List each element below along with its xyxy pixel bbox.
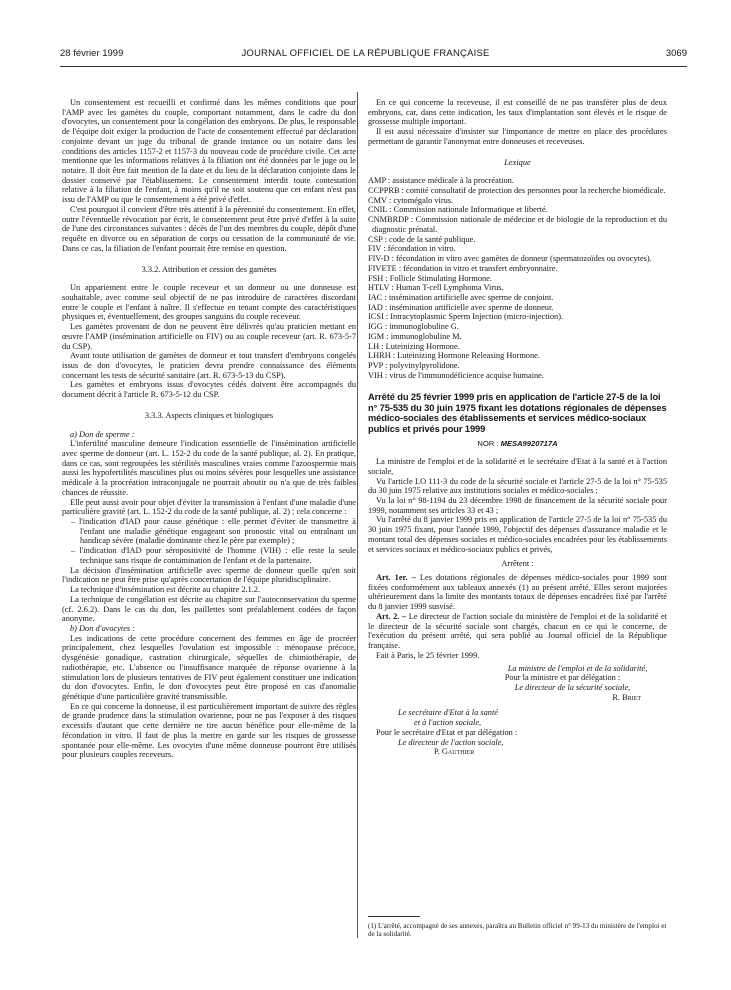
signature-line: Le secrétaire d'Etat à la santé — [398, 708, 498, 718]
lexique-item: IAC : insémination artificielle avec sperme de conjoint. — [368, 292, 554, 302]
subheading-don-sperme: a) Don de sperme : — [70, 429, 135, 439]
paragraph: Un appariement entre le couple receveur et un donneur ou une donneuse est souhaitable, avec comme seul objectif de ne pas introduire de caractères discordant entre le couple et l'enfant à naître. Il s'effectue en tenant compte des caractéristiques physiques et, éventuellement, des groupes sanguins du couple receveur. — [62, 283, 356, 322]
subheading-don-ovocytes: b) Don d'ovocytes : — [70, 623, 136, 633]
signature-line: Le directeur de la sécurité sociale, — [514, 682, 631, 692]
footnote-rule — [368, 916, 420, 917]
lexique-item: IAD : insémination artificielle avec sperme de donneur. — [368, 302, 554, 312]
lexique-item: CSP : code de la santé publique. — [368, 234, 476, 244]
lexique-list — [368, 176, 667, 380]
paragraph: Il est aussi nécessaire d'insister sur l'importance de mettre en place des procédures permettant de garantir l'anonymat entre donneuses et receveuses. — [368, 127, 667, 146]
paragraph: En ce qui concerne la donneuse, il est particulièrement important de suivre des règles de grande prudence dans la stimulation ovarienne, pour ne pas l'exposer à des risques excessifs d'autant que cette dernière ne tire aucun bénéfice pour elle-même de la fécondation in vitro. Il faut de plus la mettre en garde sur les risques de grossesse spontanée pour elle-même. Les ovocytes d'une même donneuse pourront être utilisés pour plusieurs couples receveurs. — [62, 701, 356, 760]
paragraph: L'infertilité masculine demeure l'indication essentielle de l'insémination artificielle avec sperme de donneur (art. L. 152-2 du code de la santé publique, al. 2). En pratique, dans ce cas, sont regroupées les stérilités masculines vraies comme l'azoospermie mais aussi les hypofertilités masculines plus ou moins sévères pour lesquelles une assistance médicale à la procréation intraconjugale ne pourrait aboutir ou n'a que de très faibles chances de réussite. — [62, 439, 356, 497]
paragraph: Les indications de cette procédure concernent des femmes en âge de procréer principalement, chez lesquelles l'ovulation est impossible : ménopause précoce, dysgénésie gonadique, castration chirurgicale, séquelles de chimiothérapie, de radiothérapie, etc. L'absence ou l'insuffisance marquée de réponse ovarienne à la stimulation lors de plusieurs tentatives de FIV peut également constituer une indication du don d'ovocytes. Enfin, le don d'ovocytes peut être proposé en cas d'anomalie génétique d'une particulière gravité transmissible. — [62, 633, 356, 701]
lexique-item: IGG : immunoglobuline G. — [368, 322, 459, 332]
header-page-number: 3069 — [665, 48, 687, 59]
paragraph: La décision d'insémination artificielle avec sperme de donneur quelle qu'en soit l'indication ne peut être prise qu'après concertation de l'équipe pluridisciplinaire. — [62, 565, 356, 585]
signature-name: P. Gauthier — [434, 747, 475, 757]
article-2-text: Le directeur de l'action sociale du ministère de l'emploi et de la solidarité et le directeur de la sécurité sociale sont chargés, chacun en ce qui le concerne, de l'exécution du présent arrêté, qui sera publié au Journal officiel de la République française. — [368, 611, 667, 651]
lexique-item: CNMBRDP : Commission nationale de médecine et de biologie de la reproduction et du diagnostic prénatal. — [368, 215, 667, 234]
paragraph: Avant toute utilisation de gamètes de donneur et tout transfert d'embryons congelés issus de don d'ovocytes, le praticien devra prendre connaissance des éléments concernant les tests de sécurité sanitaire (art. R. 673-5-13 du CSP). — [62, 351, 356, 380]
section-heading-333: 3.3.3. Aspects cliniques et biologiques — [144, 410, 274, 420]
article-1-text: Les dotations régionales de dépenses médico-sociales pour 1999 sont fixées conformément aux tableaux annexés (1) au présent arrêté. Elles seront majorées ultérieurement dans la limite des montants totaux de dépenses encadrées fixé par l'arrêté du 8 janvier 1999 susvisé. — [368, 573, 668, 612]
lexique-item: ICSI : Intracytoplasmic Sperm Injection (micro-injection). — [368, 312, 564, 322]
signature-block-1 — [368, 664, 667, 703]
right-column — [368, 98, 667, 757]
lexique-item: AMP : assistance médicale à la procréation. — [368, 176, 514, 186]
paragraph: C'est pourquoi il convient d'être très attentif à la pérennité du consentement. En effet, outre l'éventuelle révocation par écrit, le consentement peut être privé d'effet à la suite de l'une des circonstances suivantes : décès de l'un des membres du couple, dépôt d'une requête en divorce ou en séparation de corps ou cessation de la communauté de vie. Dans ce cas, la filiation de l'enfant pourrait être remise en question. — [62, 204, 356, 253]
signature-block-2 — [368, 708, 667, 757]
paragraph: Elle peut aussi avoir pour objet d'éviter la transmission à l'enfant d'une maladie d'une particulière gravité (art. L. 152-2 du code de la santé publique, al. 2) ; cela concerne : — [62, 497, 356, 517]
header-rule — [60, 66, 687, 67]
signature-name: R. Briet — [612, 692, 641, 702]
fait-a-paris: Fait à Paris, le 25 février 1999. — [376, 650, 480, 660]
left-column — [62, 98, 356, 760]
lexique-item: PVP : polyvinylpyrolidone. — [368, 360, 460, 370]
paragraph: Vu la loi n° 98-1194 du 23 décembre 1998 de financement de la sécurité sociale pour 1999, notamment ses articles 33 et 43 ; — [368, 496, 667, 515]
page-header — [0, 48, 731, 62]
article-2-label: Art. 2. – — [376, 611, 407, 621]
article-2 — [368, 612, 667, 651]
nor-reference — [368, 439, 667, 449]
lexique-item: VIH : virus de l'immunodéficience acquise humaine. — [368, 370, 544, 380]
header-journal-title: JOURNAL OFFICIEL DE LA RÉPUBLIQUE FRANÇAISE — [241, 48, 490, 59]
footnote: (1) L'arrêté, accompagné de ses annexes, paraîtra au Bulletin officiel n° 99-13 du ministère de l'emploi et de la solidarité. — [368, 922, 667, 939]
lexique-item: CNIL : Commission nationale Informatique et liberté. — [368, 205, 548, 215]
lexique-item: CCPPRB : comité consultatif de protection des personnes pour la recherche biomédicale. — [368, 186, 666, 196]
nor-label: NOR : — [477, 439, 499, 449]
paragraph: La technique d'insémination est décrite au chapitre 2.1.2. — [70, 585, 261, 595]
arrete-title: Arrêté du 25 février 1999 pris en application de l'article 27-5 de la loi n° 75-535 du 30 juin 1975 fixant les dotations régionales de dépenses médico-sociales des établissements et services médico-sociaux publics et privés pour 1999 — [368, 392, 667, 434]
paragraph: Les gamètes et embryons issus d'ovocytes cédés doivent être accompagnés du document décrit à l'article R. 673-5-12 du CSP. — [62, 380, 356, 400]
lexique-item: FSH : Follicle Stimulating Hormone. — [368, 273, 492, 283]
lexique-item: IGM : immunoglobuline M. — [368, 331, 462, 341]
lexique-item: FIV : fécondation in vitro. — [368, 244, 456, 254]
column-divider — [357, 92, 358, 938]
paragraph: Vu l'article LO 111-3 du code de la sécurité sociale et l'article 27-5 de la loi n° 75-535 du 30 juin 1975 relative aux institutions sociales et médico-sociales ; — [368, 476, 667, 496]
paragraph: En ce qui concerne la receveuse, il est conseillé de ne pas transférer plus de deux embryons, car, dans cette indication, les taux d'implantation sont élevés et le risque de grossesse multiple important. — [368, 98, 667, 127]
lexique-item: CMV : cytomégalo virus. — [368, 195, 454, 205]
arretent: Arrêtent : — [501, 559, 534, 569]
signature-line: Pour le secrétaire d'Etat et par délégation : — [376, 727, 518, 737]
signature-line: Pour la ministre et par délégation : — [504, 673, 621, 683]
article-1-label: Art. 1er. – — [376, 573, 416, 583]
lexique-item: FIVETE : fécondation in vitro et transfert embryonnaire. — [368, 263, 558, 273]
nor-code: MESA9920717A — [500, 439, 558, 449]
lexique-title: Lexique — [504, 157, 531, 167]
lexique-item: HTLV : Human T-cell Lymphoma Virus. — [368, 283, 504, 293]
paragraph: La technique de congélation est décrite au chapitre sur l'autoconservation du sperme (cf. 2.6.2). Dans le cas du don, les paillettes sont préalablement codées de façon anonyme. — [62, 594, 356, 624]
lexique-item: LH : Luteinizing Hormone. — [368, 341, 460, 351]
signature-line: Le directeur de l'action sociale, — [398, 737, 504, 747]
article-1 — [368, 573, 667, 612]
signature-line: et à l'action sociale, — [414, 718, 482, 728]
lexique-item: FIV-D : fécondation in vitro avec gamètes de donneur (spermatozoïdes ou ovocytes). — [368, 254, 652, 264]
dash-item: – l'indication d'IAD pour cause génétique : elle permet d'éviter de transmettre à l'enfant une maladie génétique engageant son pronostic vital ou entraînant un handicap sévère (maladie dominante chez le père par exemple) ; — [71, 517, 356, 546]
paragraph: Les gamètes provenant de don ne peuvent être délivrés qu'au praticien mettant en œuvre l'AMP (insémination artificielle ou FIV) ou au couple receveur (art. R. 673-5-7 du CSP). — [62, 322, 356, 351]
header-date: 28 février 1999 — [60, 48, 124, 59]
section-heading-332: 3.3.2. Attribution et cession des gamètes — [141, 264, 277, 274]
signature-line: La ministre de l'emploi et de la solidarité, — [507, 663, 648, 673]
dash-item: – l'indication d'IAD pour séropositivité de l'homme (VIH) : elle reste la seule technique sans risque de contamination de l'enfant et de la partenaire. — [71, 546, 356, 565]
lexique-item: LHRH : Luteinizing Hormone Releasing Hormone. — [368, 351, 540, 361]
paragraph: La ministre de l'emploi et de la solidarité et le secrétaire d'Etat à la santé et à l'action sociale, — [368, 457, 667, 476]
paragraph: Un consentement est recueilli et confirmé dans les mêmes conditions que pour l'AMP avec les gamètes du couple, comportant notamment, dans le cadre du don d'ovocytes, un consentement pour la congélation des embryons. De plus, le responsable de l'équipe doit exiger la production de l'acte de consentement effectué par déclaration conjointe devant un juge du tribunal de grande instance ou un notaire dans les conditions des articles 1157-2 et 1157-3 du nouveau code de procédure civile. Cet acte mentionne que les informations relatives à la filiation ont été données par le juge ou le notaire. Il doit être fait mention de la date et du lieu de la déclaration conjointe dans le dossier conservé par l'établissement. Le consentement interdit toute contestation relative à la filiation de l'enfant, à moins qu'il ne soit soutenu que cet enfant n'est pas issu de l'AMP ou que le consentement a été privé d'effet. — [62, 98, 356, 205]
paragraph: Vu l'arrêté du 8 janvier 1999 pris en application de l'article 27-5 de la loi n° 75-535 du 30 juin 1975 fixant, pour l'année 1999, l'objectif des dépenses d'assurance maladie et le montant total des dépenses sociales et médico-sociales encadrées pour les établissements et services sociaux et médico-sociaux publics et privés, — [368, 515, 667, 554]
